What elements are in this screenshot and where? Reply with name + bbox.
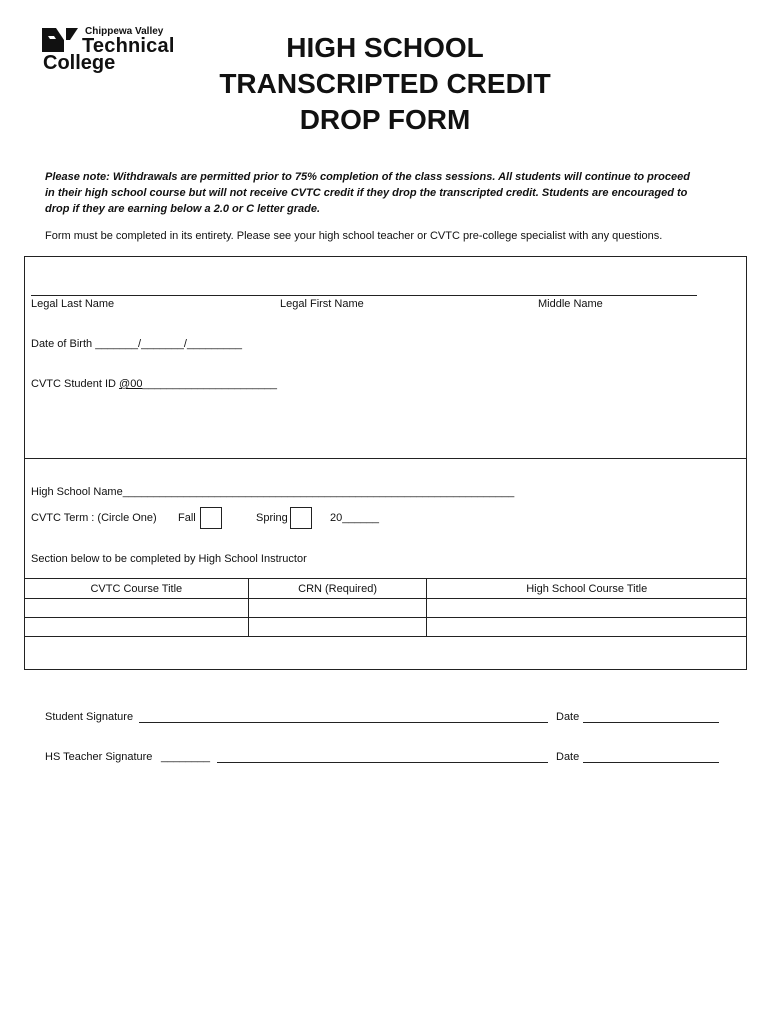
note-line-2: in their high school course but will not receive CVTC credit if they drop the transcripted credit. Students are encouraged to xyxy=(45,187,688,199)
student-id-label: CVTC Student ID xyxy=(31,378,120,390)
page-title xyxy=(150,30,620,138)
cvtc-course-title-header: CVTC Course Title xyxy=(25,579,249,599)
student-signature-line[interactable] xyxy=(139,722,548,723)
hs-teacher-date-label: Date xyxy=(556,751,580,763)
title-line-3: DROP FORM xyxy=(299,104,471,135)
student-signature-label: Student Signature xyxy=(45,711,134,723)
crn-header: CRN (Required) xyxy=(248,579,427,599)
fall-label: Fall xyxy=(178,512,196,524)
student-id-blank: ______________________ xyxy=(142,378,278,390)
date-of-birth-field[interactable]: Date of Birth _______/_______/_________ xyxy=(31,338,243,350)
hs-teacher-signature-blank: ________ xyxy=(161,751,210,763)
title-line-1: HIGH SCHOOL xyxy=(286,32,484,63)
table-row xyxy=(25,599,747,618)
high-school-course-title-cell[interactable] xyxy=(427,618,747,637)
cvtc-term-label: CVTC Term : (Circle One) xyxy=(31,512,157,524)
cvtc-logo-mark-icon xyxy=(42,28,78,52)
note-line-3: drop if they are earning below a 2.0 or C letter grade. xyxy=(45,203,321,215)
high-school-course-title-cell[interactable] xyxy=(427,599,747,618)
cvtc-course-title-cell[interactable] xyxy=(25,618,249,637)
course-table xyxy=(24,578,747,637)
instructor-section-note: Section below to be completed by High School Instructor xyxy=(31,553,307,565)
crn-cell[interactable] xyxy=(248,599,427,618)
spring-label: Spring xyxy=(256,512,288,524)
high-school-course-title-header: High School Course Title xyxy=(427,579,747,599)
crn-cell[interactable] xyxy=(248,618,427,637)
spring-checkbox[interactable] xyxy=(290,507,312,529)
legal-first-name-label: Legal First Name xyxy=(280,298,364,310)
legal-last-name-label: Legal Last Name xyxy=(31,298,115,310)
table-row xyxy=(25,618,747,637)
student-info-section xyxy=(24,256,747,459)
hs-teacher-date-line[interactable] xyxy=(583,762,719,763)
form-instructions: Form must be completed in its entirety. Please see your high school teacher or CVTC pre-college specialist with any questions. xyxy=(45,230,663,242)
student-id-prefix: @00 xyxy=(119,378,143,390)
logo-text-technical: Technical xyxy=(82,35,175,57)
fall-checkbox[interactable] xyxy=(200,507,222,529)
logo-text-chippewa-valley: Chippewa Valley xyxy=(85,26,164,37)
title-line-2: TRANSCRIPTED CREDIT xyxy=(219,68,551,99)
course-table-header-row xyxy=(25,579,747,599)
logo-text-college: College xyxy=(43,52,116,74)
student-id-field[interactable] xyxy=(31,378,277,390)
high-school-name-field[interactable]: High School Name________________________________________________________________ xyxy=(31,486,515,498)
term-year-field[interactable]: 20______ xyxy=(330,512,379,524)
student-date-line[interactable] xyxy=(583,722,719,723)
note-line-1: Please note: Withdrawals are permitted prior to 75% completion of the class sessions. All students will continue to proceed xyxy=(45,171,690,183)
student-date-label: Date xyxy=(556,711,580,723)
withdrawal-note xyxy=(45,169,735,217)
name-signature-line[interactable] xyxy=(31,295,697,296)
middle-name-label: Middle Name xyxy=(538,298,603,310)
cvtc-course-title-cell[interactable] xyxy=(25,599,249,618)
hs-teacher-signature-line[interactable] xyxy=(217,762,548,763)
hs-teacher-signature-label: HS Teacher Signature xyxy=(45,751,153,763)
